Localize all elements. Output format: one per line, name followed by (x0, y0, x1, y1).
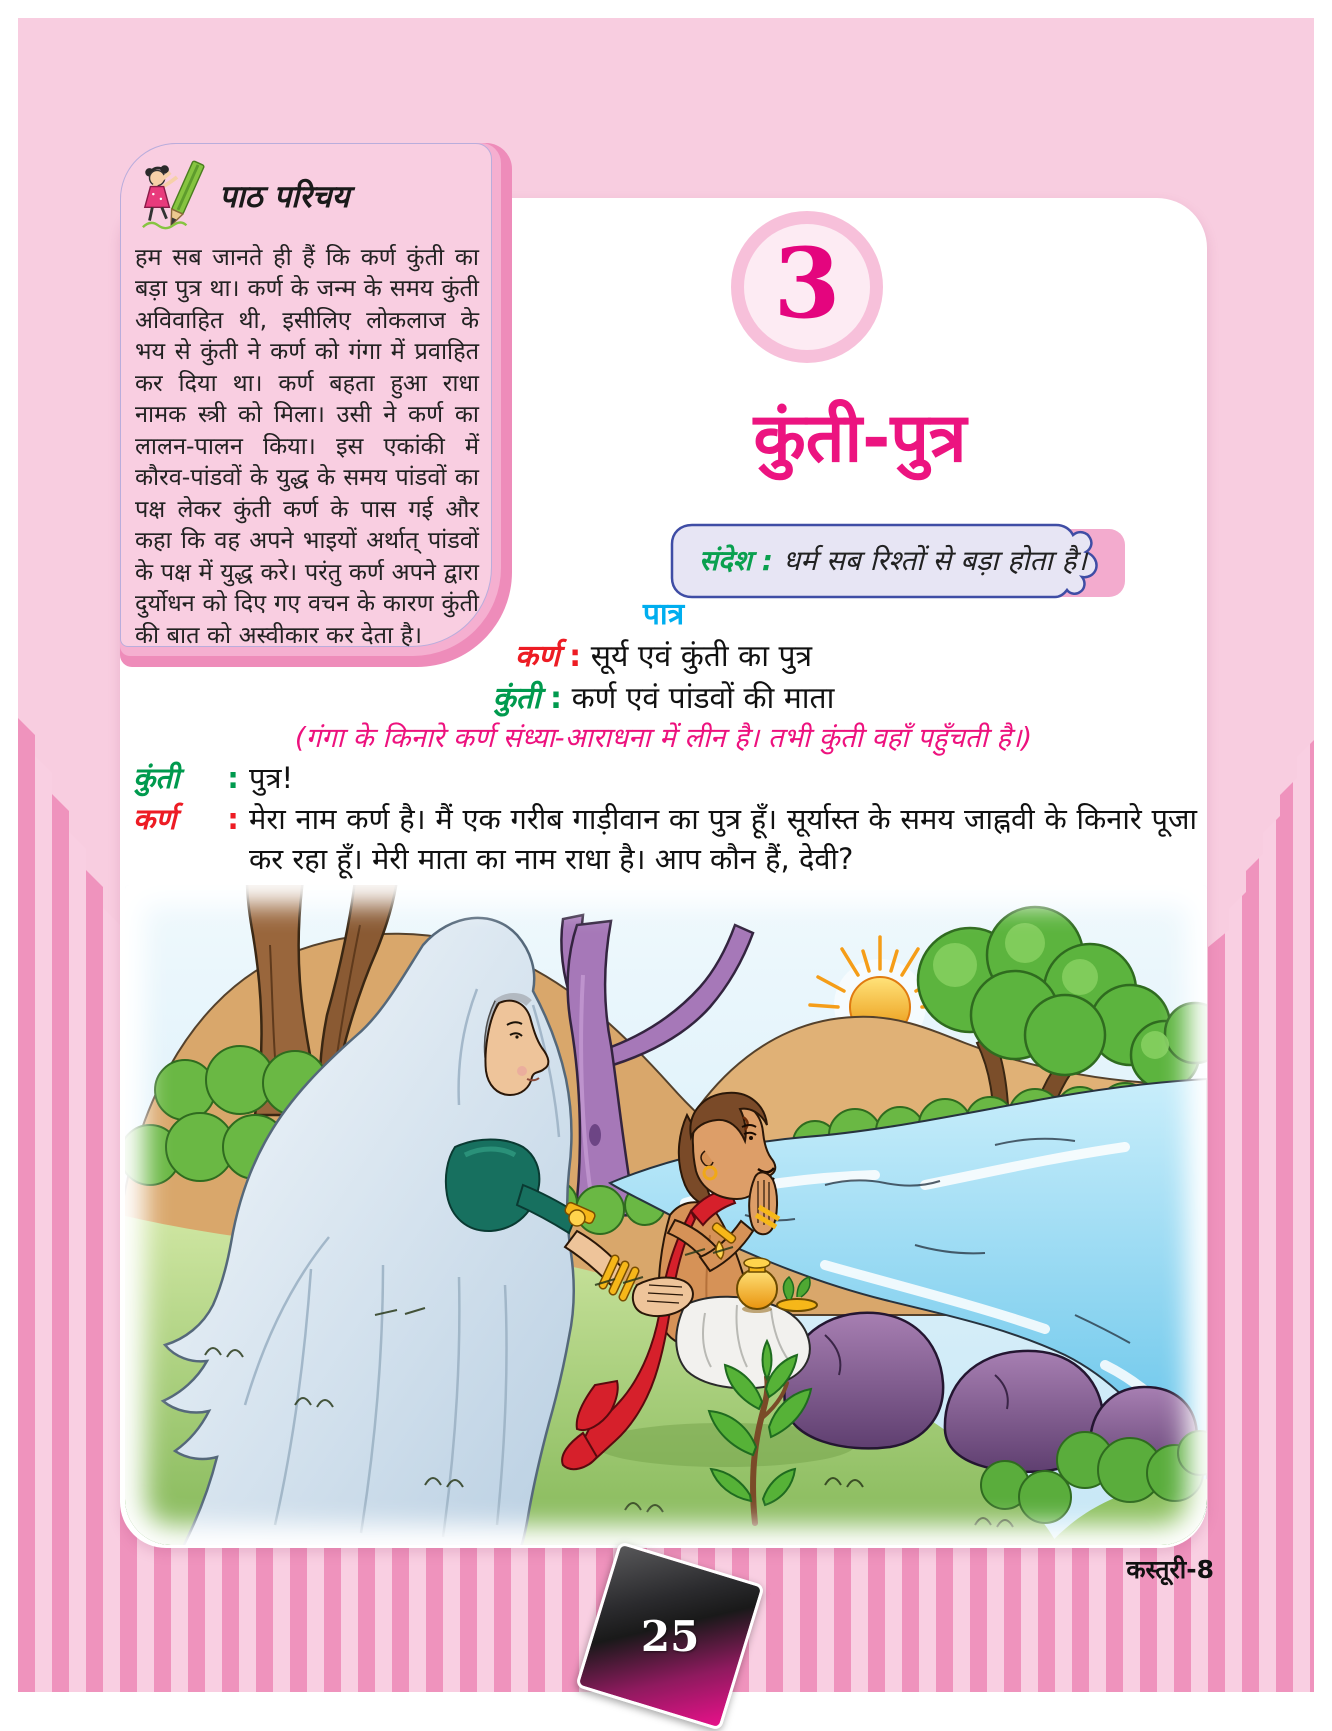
message-colon: : (761, 543, 773, 577)
cast-name: कुंती (492, 681, 541, 716)
intro-box-inner (120, 143, 492, 647)
cast-item (120, 676, 1207, 717)
intro-heading-row (141, 158, 479, 234)
illustration (125, 885, 1207, 1545)
message-text: धर्म सब रिश्तों से बड़ा होता है। (782, 544, 1088, 577)
speaker-colon: : (227, 761, 239, 795)
intro-text: हम सब जानते ही हैं कि कर्ण कुंती का बड़ा पुत्र था। कर्ण के जन्म के समय कुंती अविवाहित थी, इसीलिए लोकलाज के भय से कुंती ने कर्ण को गंगा में प्रवाहित कर दिया था। कर्ण बहता हुआ राधा नामक स्त्री को मिला। उसी ने कर्ण का लालन-पालन किया। इस एकांकी में कौरव-पांडवों के युद्ध के समय पांडवों का पक्ष लेकर कुंती कर्ण के पास गई और कहा कि वह अपने भाइयों अर्थात् पांडवों के पक्ष में युद्ध करे। परंतु कर्ण अपने द्वारा दुर्योधन को दिए गए वचन के कारण कुंती की बात को अस्वीकार कर देता है। (135, 243, 479, 649)
cast-colon: : (550, 681, 563, 716)
speaker-name: कर्ण (133, 802, 177, 837)
dialogue-block (133, 758, 1197, 880)
message-box (666, 520, 1128, 600)
page-title: कुंती-पुत्र (753, 399, 967, 478)
intro-heading: पाठ परिचय (219, 179, 350, 215)
stage-direction: (गंगा के किनारे कर्ण संध्या-आराधना में लीन है। तभी कुंती वहाँ पहुँचती है।) (294, 722, 1033, 754)
cast-role: सूर्य एवं कुंती का पुत्र (590, 639, 813, 674)
book-name: कस्तूरी-8 (1126, 1555, 1214, 1584)
chapter-number-badge (731, 211, 883, 363)
speaker-name: कुंती (133, 761, 180, 795)
dialogue-text: पुत्र! (249, 761, 294, 795)
dialogue-row (133, 758, 1197, 798)
cast-colon: : (569, 639, 582, 674)
intro-box (120, 143, 512, 667)
page-number: 25 (640, 1611, 700, 1661)
riverside-scene (125, 885, 1207, 1545)
cast-role: कर्ण एवं पांडवों की माता (571, 681, 835, 716)
chapter-number: 3 (773, 227, 841, 340)
message-line (676, 520, 1110, 600)
dialogue-row (133, 799, 1197, 879)
cast-heading: पात्र (642, 597, 685, 632)
message-label: संदेश (698, 544, 752, 577)
speaker-colon: : (227, 802, 239, 837)
cast-item (120, 634, 1207, 675)
dialogue-text: मेरा नाम कर्ण है। मैं एक गरीब गाड़ीवान का पुत्र हूँ। सूर्यास्त के समय जाह्नवी के किनारे पूजा कर रहा हूँ। मेरी माता का नाम राधा है। आप कौन हैं, देवी? (249, 802, 1197, 877)
girl-with-pencil-icon (141, 158, 211, 234)
cast-name: कर्ण (514, 639, 560, 674)
